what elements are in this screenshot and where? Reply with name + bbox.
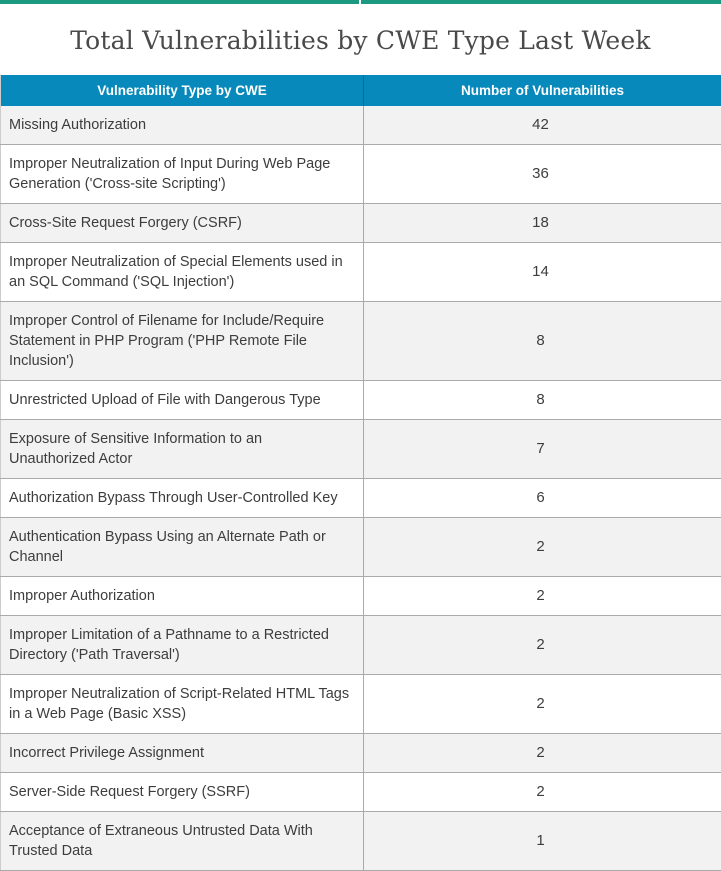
vulnerability-count-cell: 2 [364,734,721,773]
vulnerability-count-cell: 6 [364,479,721,518]
vulnerability-count-cell: 42 [364,106,721,145]
vulnerability-type-cell: Authentication Bypass Using an Alternate Path or Channel [1,518,364,577]
table-row [1,734,721,773]
vulnerability-type-cell: Improper Limitation of a Pathname to a Restricted Directory ('Path Traversal') [1,616,364,675]
table-row [1,616,721,675]
vulnerability-count-cell: 36 [364,145,721,204]
vulnerability-count-cell: 2 [364,518,721,577]
vulnerability-count-cell: 8 [364,381,721,420]
table-row [1,243,721,302]
page-title: Total Vulnerabilities by CWE Type Last Week [0,4,721,75]
vulnerability-type-cell: Unrestricted Upload of File with Dangerous Type [1,381,364,420]
table-row [1,812,721,871]
vulnerability-type-cell: Missing Authorization [1,106,364,145]
top-accent-segment-left [0,0,359,4]
vulnerability-count-cell: 2 [364,773,721,812]
table-row [1,145,721,204]
top-accent-segment-right [361,0,721,4]
vulnerability-count-cell: 2 [364,675,721,734]
vulnerability-type-cell: Improper Neutralization of Script-Related HTML Tags in a Web Page (Basic XSS) [1,675,364,734]
vulnerability-type-cell: Improper Authorization [1,577,364,616]
vulnerability-count-cell: 1 [364,812,721,871]
table-row [1,302,721,381]
table-row [1,381,721,420]
vulnerability-type-cell: Improper Neutralization of Special Elements used in an SQL Command ('SQL Injection') [1,243,364,302]
vulnerability-count-cell: 2 [364,577,721,616]
vulnerability-table [0,75,721,871]
table-row [1,106,721,145]
table-row [1,420,721,479]
table-row [1,577,721,616]
table-row [1,675,721,734]
table-row [1,479,721,518]
column-header-number-of-vulnerabilities: Number of Vulnerabilities [364,75,721,106]
vulnerability-type-cell: Exposure of Sensitive Information to an Unauthorized Actor [1,420,364,479]
vulnerability-count-cell: 14 [364,243,721,302]
table-row [1,518,721,577]
vulnerability-type-cell: Improper Control of Filename for Include/Require Statement in PHP Program ('PHP Remote File Inclusion') [1,302,364,381]
table-row [1,204,721,243]
column-header-vulnerability-type: Vulnerability Type by CWE [1,75,364,106]
vulnerability-type-cell: Acceptance of Extraneous Untrusted Data With Trusted Data [1,812,364,871]
table-row [1,773,721,812]
vulnerability-count-cell: 2 [364,616,721,675]
vulnerability-count-cell: 8 [364,302,721,381]
vulnerability-type-cell: Cross-Site Request Forgery (CSRF) [1,204,364,243]
top-accent-bar [0,0,721,4]
vulnerability-type-cell: Improper Neutralization of Input During Web Page Generation ('Cross-site Scripting') [1,145,364,204]
vulnerability-count-cell: 18 [364,204,721,243]
vulnerability-type-cell: Authorization Bypass Through User-Controlled Key [1,479,364,518]
vulnerability-count-cell: 7 [364,420,721,479]
vulnerability-type-cell: Server-Side Request Forgery (SSRF) [1,773,364,812]
table-header-row [1,75,721,106]
vulnerability-type-cell: Incorrect Privilege Assignment [1,734,364,773]
